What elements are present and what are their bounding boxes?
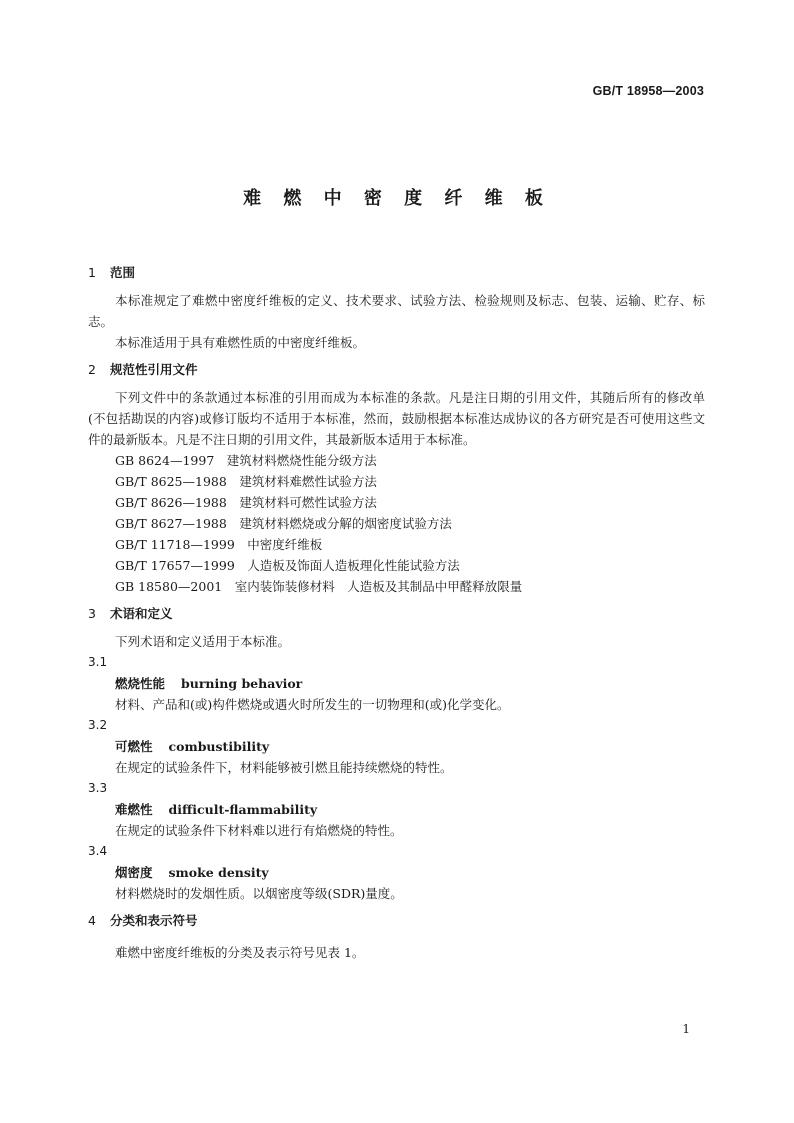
term-entry <box>88 862 705 883</box>
term-number: 3.2 <box>88 718 108 732</box>
section-title: 范围 <box>110 265 136 280</box>
classification-paragraph: 难燃中密度纤维板的分类及表示符号见表 1。 <box>115 945 365 960</box>
section-heading-classification <box>88 910 705 932</box>
scope-paragraph-1: 本标准规定了难燃中密度纤维板的定义、技术要求、试验方法、检验规则及标志、包装、运输、贮存、标志。 <box>88 293 705 329</box>
term-zh: 可燃性 <box>115 739 153 754</box>
term-zh: 难燃性 <box>115 802 153 817</box>
section-heading-normative-references <box>88 359 705 381</box>
term-definition: 材料、产品和(或)构件燃烧或遇火时所发生的一切物理和(或)化学变化。 <box>115 697 510 712</box>
term-entry <box>88 799 705 820</box>
terms-intro-paragraph: 下列术语和定义适用于本标准。 <box>115 634 291 649</box>
reference-item: GB 18580—2001 室内装饰装修材料 人造板及其制品中甲醛释放限量 <box>115 579 523 594</box>
reference-item: GB/T 17657—1999 人造板及饰面人造板理化性能试验方法 <box>115 558 460 573</box>
term-en: combustibility <box>168 739 270 754</box>
term-definition: 在规定的试验条件下材料难以进行有焰燃烧的特性。 <box>115 823 403 838</box>
reference-item: GB/T 8625—1988 建筑材料难燃性试验方法 <box>115 474 377 489</box>
term-number: 3.1 <box>88 655 108 669</box>
references-intro-paragraph: 下列文件中的条款通过本标准的引用而成为本标准的条款。凡是注日期的引用文件，其随后所有的修改单(不包括勘误的内容)或修订版均不适用于本标准，然而，鼓励根据本标准达成协议的各方研究是否可使用这些文件的最新版本。凡是不注日期的引用文件，其最新版本适用于本标准。 <box>88 390 705 447</box>
page-number: 1 <box>682 1022 690 1036</box>
term-zh: 燃烧性能 <box>115 676 166 691</box>
term-entry <box>88 736 705 757</box>
document-title: 难 燃 中 密 度 纤 维 板 <box>243 188 551 209</box>
section-number: 1 <box>88 265 96 280</box>
section-title: 分类和表示符号 <box>110 913 198 928</box>
reference-item: GB/T 8626—1988 建筑材料可燃性试验方法 <box>115 495 377 510</box>
section-number: 4 <box>88 913 96 928</box>
term-number: 3.4 <box>88 844 108 858</box>
document-body <box>88 262 705 963</box>
section-heading-scope <box>88 262 705 284</box>
term-en: smoke density <box>168 865 269 880</box>
term-entry <box>88 673 705 694</box>
term-definition: 材料燃烧时的发烟性质。以烟密度等级(SDR)量度。 <box>115 886 403 901</box>
section-heading-terms <box>88 603 705 625</box>
term-en: burning behavior <box>181 676 303 691</box>
term-number: 3.3 <box>88 781 108 795</box>
section-number: 2 <box>88 362 96 377</box>
section-title: 规范性引用文件 <box>110 362 198 377</box>
reference-item: GB/T 11718—1999 中密度纤维板 <box>115 537 323 552</box>
term-en: difficult-flammability <box>168 802 318 817</box>
section-number: 3 <box>88 606 96 621</box>
section-title: 术语和定义 <box>110 606 173 621</box>
reference-item: GB 8624—1997 建筑材料燃烧性能分级方法 <box>115 453 377 468</box>
reference-item: GB/T 8627—1988 建筑材料燃烧或分解的烟密度试验方法 <box>115 516 452 531</box>
term-zh: 烟密度 <box>115 865 153 880</box>
term-definition: 在规定的试验条件下，材料能够被引燃且能持续燃烧的特性。 <box>115 760 453 775</box>
standard-code: GB/T 18958—2003 <box>592 84 704 98</box>
scope-paragraph-2: 本标准适用于具有难燃性质的中密度纤维板。 <box>115 335 366 350</box>
